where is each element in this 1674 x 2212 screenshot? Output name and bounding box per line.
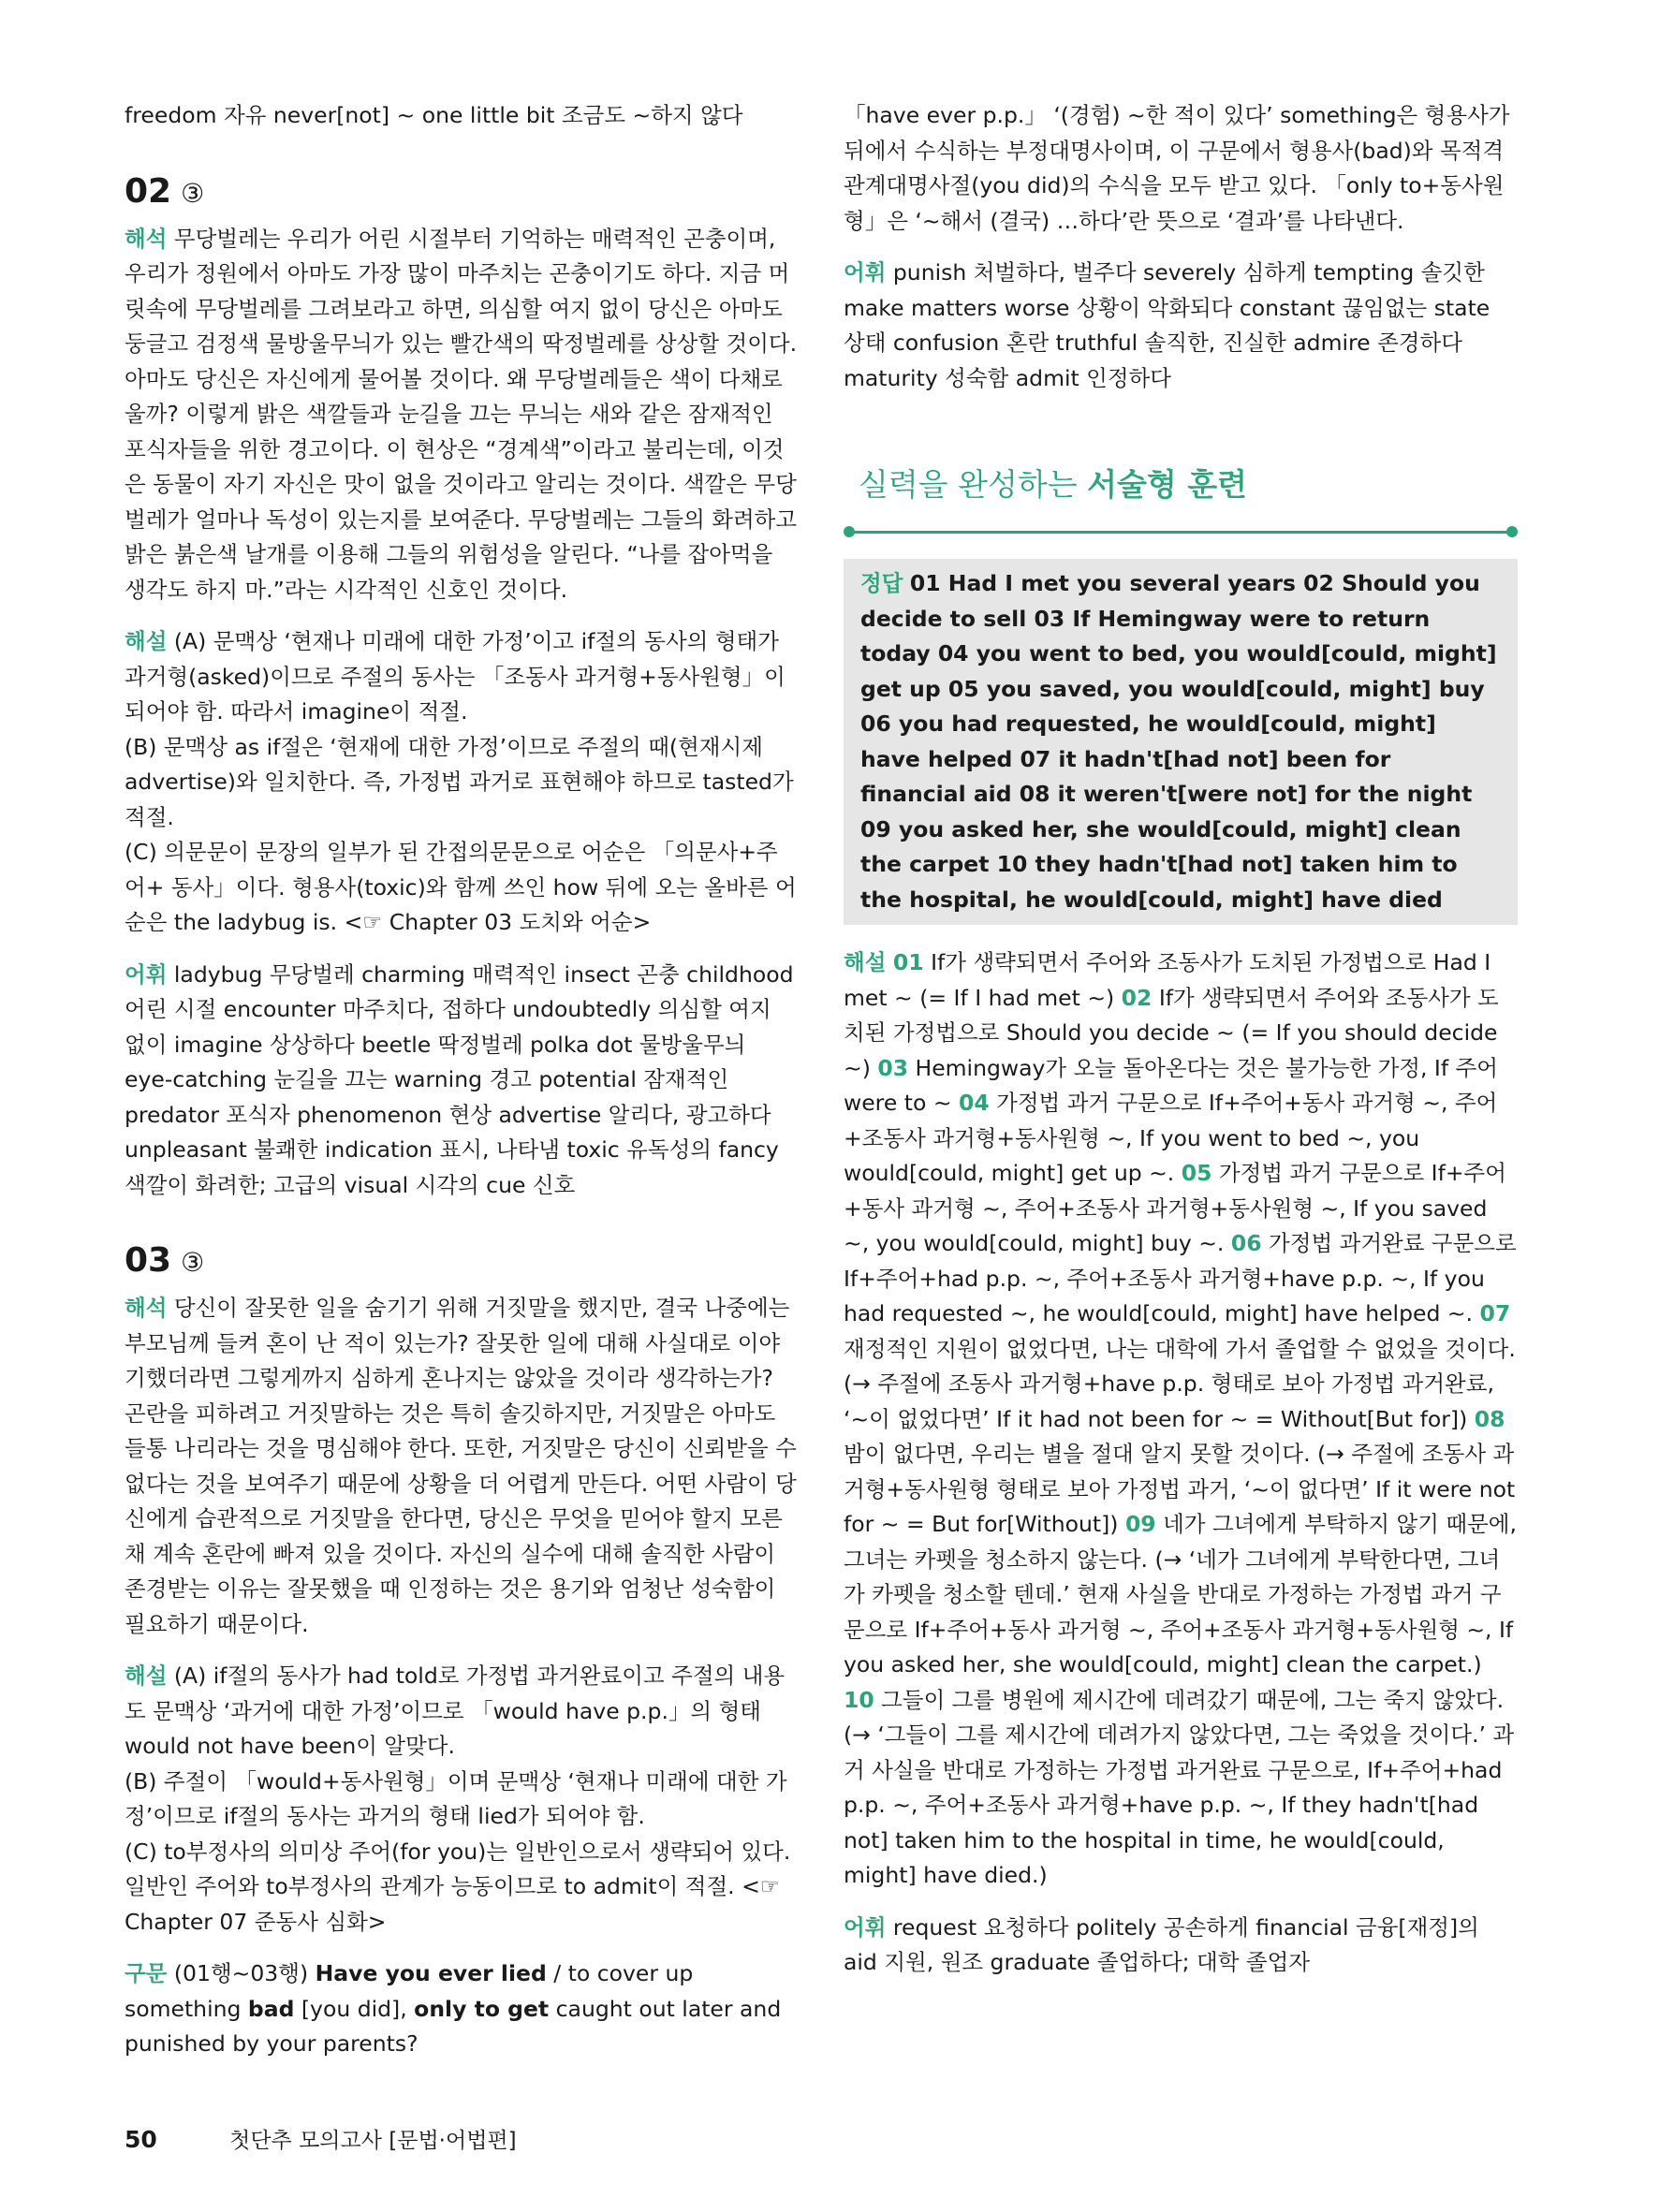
rule-dot-left [844,526,855,537]
rule-line [851,531,1510,534]
exp-08: 밤이 없다면, 우리는 별을 절대 알지 못할 것이다. (→ 주절에 조동사 과거형+동사원형 형태로 보아 가정법 과거, ‘~이 없다면’ If it were not for ~ = But for[Without]) [844,1441,1516,1537]
q03-explanation [125,1659,799,1940]
exp-num-03: 03 [877,1054,909,1081]
label-haeseol: 해설 [125,1663,168,1689]
q03-translation [125,1291,799,1642]
q02-vocab-text: ladybug 무당벌레 charming 매력적인 insect 곤충 childhood 어린 시절 encounter 마주치다, 접하다 undoubtedly 의심할 여지 없이 imagine 상상하다 beetle 딱정벌레 polka dot 물방울무늬 eye-catching 눈길을 끄는 warning 경고 potential 잠재적인 predator 포식자 phenomenon 현상 advertise 알리다, 광고하다 unpleasant 불쾌한 indication 표시, 나타냄 toxic 유독성의 fancy 색깔이 화려한; 고급의 visual 시각의 cue 신호 [125,960,794,1198]
rule-dot-right [1506,526,1518,537]
gumun-text-3: caught out later and punished by your parents? [125,1995,782,2057]
q03-gumun [125,1956,799,2062]
exp-09: 네가 그녀에게 부탁하지 않기 때문에, 그녀는 카펫을 청소하지 않는다. (→ ‘네가 그녀에게 부탁한다면, 그녀가 카펫을 청소할 텐데.’ 현재 사실을 반대로 가정하는 가정법 과거 구문으로 If+주어+동사 과거형 ~, 주어+조동사 과거형+동사원형 ~, If you asked her, she would[could, might] clean the carpet.) [844,1511,1517,1677]
exp-03: Hemingway가 오늘 돌아온다는 것은 불가능한 가정, If 주어 were to ~ [844,1054,1498,1116]
label-vocab: 어휘 [125,960,168,988]
right-column [844,98,1518,1998]
q03-heading [125,1238,799,1285]
section-title-bold: 서술형 훈련 [1087,466,1248,503]
q03-gumun-continued: 「have ever p.p.」 ‘(경험) ~한 적이 있다’ something은 형용사가 뒤에서 수식하는 부정대명사이며, 이 구문에서 형용사(bad)와 목적격 관계대명사절(you did)의 수식을 모두 받고 있다. 「only to+동사원형」은 ‘~해서 (결국) …하다’란 뜻으로 ‘결과’를 나타낸다. [844,102,1510,234]
label-vocab: 어휘 [844,1913,887,1941]
writing-explanation [844,945,1518,1894]
q03-exp-b: (B) 주절이 「would+동사원형」이며 문맥상 ‘현재나 미래에 대한 가정’이므로 if절의 동사는 과거의 형태 lied가 되어야 함. [125,1767,787,1829]
q02-heading [125,169,799,216]
label-gumun: 구문 [125,1960,168,1986]
exp-06: 가정법 과거완료 구문으로 If+주어+had p.p. ~, 주어+조동사 과거형+have p.p. ~, If you had requested ~, he would[could, might] have helped ~. [844,1230,1517,1326]
q03-translation-text: 당신이 잘못한 일을 숨기기 위해 거짓말을 했지만, 결국 나중에는 부모님께 들켜 혼이 난 적이 있는가? 잘못한 일에 대해 사실대로 이야기했더라면 그렇게까지 심하게 혼나지는 않았을 것이라 생각하는가? 곤란을 피하려고 거짓말하는 것은 특히 솔깃하지만, 거짓말은 아마도 들통 나리라는 것을 명심해야 한다. 또한, 거짓말은 당신이 신뢰받을 수 없다는 것을 보여주기 때문에 상황을 더 어렵게 만든다. 어떤 사람이 당신에게 습관적으로 거짓말을 한다면, 당신은 무엇을 믿어야 할지 모른 채 계속 혼란에 빠져 있을 것이다. 자신의 실수에 대해 솔직한 사람이 존경받는 이유는 잘못했을 때 인정하는 것은 용기와 엄청난 성숙함이 필요하기 때문이다. [125,1295,797,1637]
page-footer [125,2123,517,2154]
q03-answer: ③ [181,1247,205,1278]
exp-num-10: 10 [844,1686,874,1713]
q02-translation [125,222,799,608]
label-vocab: 어휘 [844,259,887,286]
q02-vocab [125,958,799,1204]
exp-01: If가 생략되면서 주어와 조동사가 도치된 가정법으로 Had I met ~ (= If I had met ~) [844,949,1491,1011]
q02-exp-c: (C) 의문문이 문장의 일부가 된 간접의문문으로 어순은 「의문사+주어+ 동사」이다. 형용사(toxic)와 함께 쓰인 how 뒤에 오는 올바른 어순은 the ladybug is. <☞ Chapter 03 도치와 어순> [125,839,797,935]
section-title-light: 실력을 완성하는 [859,466,1088,503]
exp-num-07: 07 [1479,1300,1511,1326]
q02-number: 02 [125,171,172,211]
exp-num-01: 01 [892,949,924,975]
section-title [859,461,1518,508]
top-vocab: freedom 자유 never[not] ~ one little bit 조금도 ~하지 않다 [125,102,743,128]
label-haeseok: 해석 [125,1295,168,1321]
writing-vocab [844,1911,1518,1981]
q03-exp-a: (A) if절의 동사가 had told로 가정법 과거완료이고 주절의 내용도 문맥상 ‘과거에 대한 가정’이므로 「would have p.p.」의 형태 would not have been이 알맞다. [125,1663,786,1759]
q02-translation-text: 무당벌레는 우리가 어린 시절부터 기억하는 매력적인 곤충이며, 우리가 정원에서 아마도 가장 많이 마주치는 곤충이기도 하다. 지금 머릿속에 무당벌레를 그려보라고 하면, 의심할 여지 없이 당신은 아마도 둥글고 검정색 물방울무늬가 있는 빨간색의 딱정벌레를 상상할 것이다. 아마도 당신은 자신에게 물어볼 것이다. 왜 무당벌레들은 색이 다채로울까? 이렇게 밝은 색깔들과 눈길을 끄는 무늬는 새와 같은 잠재적인 포식자들을 위한 경고이다. 이 현상은 “경계색”이라고 불리는데, 이것은 동물이 자기 자신은 맛이 없을 것이라고 알리는 것이다. 색깔은 무당벌레가 얼마나 독성이 있는지를 보여준다. 무당벌레는 그들의 화려하고 밝은 붉은색 날개를 이용해 그들의 위험성을 알린다. “나를 잡아먹을 생각도 하지 마.”라는 시각적인 신호인 것이다. [125,225,798,603]
q02-answer: ③ [181,177,205,209]
section-rule [844,525,1518,538]
exp-10: 그들이 그를 병원에 제시간에 데려갔기 때문에, 그는 죽지 않았다. (→ ‘그들이 그를 제시간에 데려가지 않았다면, 그는 죽었을 것이다.’ 과거 사실을 반대로 가정하는 가정법 과거완료 구문으로, If+주어+had p.p. ~, 주어+조동사 과거형+have p.p. ~, If they hadn't[had not] taken him to the hospital in time, he would[could, might] have died.) [844,1686,1515,1888]
label-haeseol: 해설 [844,949,887,975]
writing-vocab-text: request 요청하다 politely 공손하게 financial 금융[재정]의 aid 지원, 원조 graduate 졸업하다; 대학 졸업자 [844,1913,1479,1975]
label-haeseol: 해설 [125,628,168,654]
exp-num-04: 04 [958,1090,990,1116]
exp-07: 재정적인 지원이 없었다면, 나는 대학에 가서 졸업할 수 없었을 것이다. (→ 주절에 조동사 과거형+have p.p. 형태로 보아 가정법 과거완료, ‘~이 없었다면’ If it had not been for ~ = Without[But for]) [844,1335,1516,1432]
exp-04: 가정법 과거 구문으로 If+주어+동사 과거형 ~, 주어+조동사 과거형+동사원형 ~, If you went to bed ~, you would[could, might] get up ~. [844,1090,1498,1186]
exp-num-05: 05 [1181,1160,1212,1186]
book-title: 첫단추 모의고사 [문법·어법편] [229,2129,517,2153]
q03-exp-c: (C) to부정사의 의미상 주어(for you)는 일반인으로서 생략되어 있다. 일반인 주어와 to부정사의 관계가 능동이므로 to admit이 적절. <☞ Chapter 07 준동사 심화> [125,1838,791,1935]
q03-number: 03 [125,1241,172,1280]
gumun-bold-3: only to get [414,1995,550,2022]
gumun-bold-2: bad [247,1995,295,2022]
exp-02: If가 생략되면서 주어와 조동사가 도치된 가정법으로 Should you decide ~ (= If you should decide ~) [844,984,1499,1081]
gumun-lines: (01행~03행) [173,1960,309,1986]
q02-exp-a: (A) 문맥상 ‘현재나 미래에 대한 가정’이고 if절의 동사의 형태가 과거형(asked)이므로 주절의 동사는 「조동사 과거형+동사원형」이 되어야 함. 따라서 imagine이 적절. [125,628,786,725]
gumun-text-1: / to cover up something [125,1960,694,2022]
left-column [125,98,799,2079]
exp-num-02: 02 [1121,984,1153,1011]
gumun-text-2: [you did], [294,1995,415,2022]
q02-exp-b: (B) 문맥상 as if절은 ‘현재에 대한 가정’이므로 주절의 때(현재시제 advertise)와 일치한다. 즉, 가정법 과거로 표현해야 하므로 tasted가 적절. [125,733,794,830]
answer-box [844,559,1518,925]
gumun-bold-1: Have you ever lied [315,1960,547,1986]
exp-num-08: 08 [1474,1405,1505,1432]
exp-05: 가정법 과거 구문으로 If+주어+동사 과거형 ~, 주어+조동사 과거형+동사원형 ~, If you saved ~, you would[could, might] buy ~. [844,1160,1506,1256]
exp-num-09: 09 [1124,1511,1156,1537]
answers-text: 01 Had I met you several years 02 Should you decide to sell 03 If Hemingway were to return today 04 you went to bed, you would[could, might] get up 05 you saved, you would[could, might] buy 06 you had requested, he would[could, might] have helped 07 it hadn't[had not] been for financial aid 08 it weren't[were not] for the night 09 you asked her, she would[could, might] clean the carpet 10 they hadn't[had not] taken him to the hospital, he would[could, might] have died [860,570,1497,913]
q03-vocab-text: punish 처벌하다, 벌주다 severely 심하게 tempting 솔깃한 make matters worse 상황이 악화되다 constant 끊임없는 state 상태 confusion 혼란 truthful 솔직한, 진실한 admire 존경하다 maturity 성숙함 admit 인정하다 [844,259,1490,391]
label-haeseok: 해석 [125,225,168,252]
q02-explanation [125,624,799,941]
page-number: 50 [125,2126,157,2153]
exp-num-06: 06 [1230,1230,1262,1256]
label-jeongdap: 정답 [860,570,903,596]
q03-vocab [844,256,1518,396]
